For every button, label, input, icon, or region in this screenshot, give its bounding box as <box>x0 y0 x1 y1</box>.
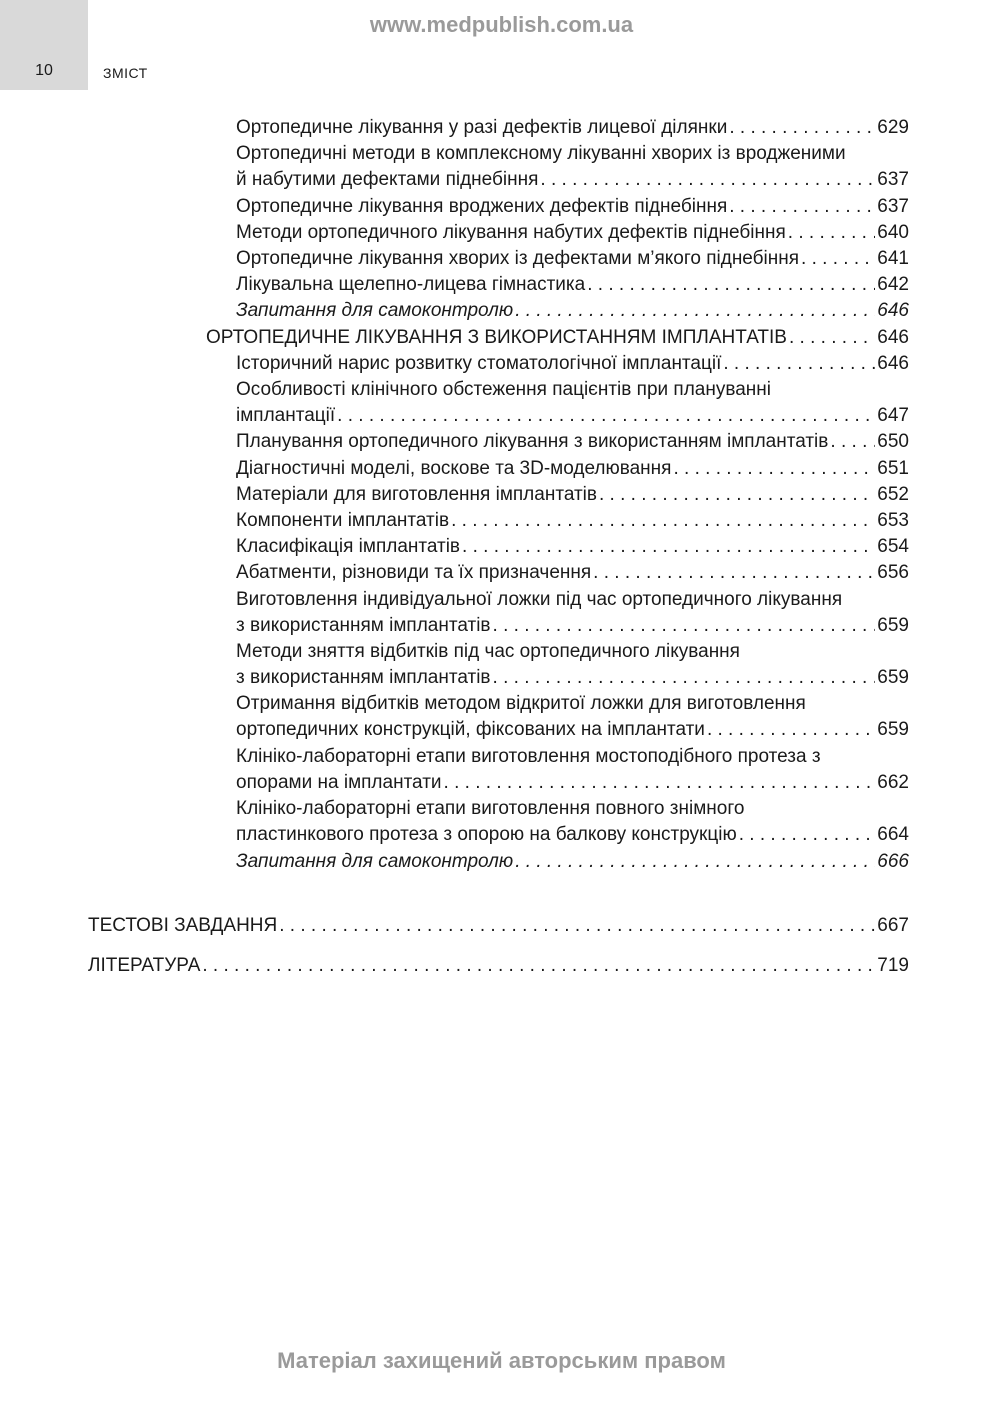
toc-leader-dots <box>729 194 875 220</box>
toc-leader-dots <box>729 115 875 141</box>
toc-page-number: 641 <box>877 248 909 269</box>
toc-entry-line <box>236 639 909 665</box>
toc-entry-title: імплантації <box>236 405 336 426</box>
toc-page-number: 646 <box>877 326 909 348</box>
toc-entry[interactable] <box>236 534 909 560</box>
toc-entry-title: ЛІТЕРАТУРА <box>88 955 201 976</box>
toc-entry-title: Класифікація імплантатів <box>236 536 461 558</box>
toc-entry-title: й набутими дефектами піднебіння <box>236 169 539 191</box>
toc-entry-title: опорами на імплантати <box>236 771 442 793</box>
toc-entry-line <box>236 587 909 613</box>
toc-leader-dots <box>279 913 875 939</box>
toc-entry[interactable] <box>236 639 909 691</box>
toc-entry-title: з використанням імплантатів <box>236 667 491 688</box>
toc-entry-line <box>236 298 909 324</box>
toc-entry[interactable] <box>236 560 909 586</box>
toc-entry-line <box>236 456 909 482</box>
toc-leader-dots <box>789 325 875 351</box>
toc-entry-line <box>236 482 909 508</box>
toc-entry-title: Абатменти, різновиди та їх призначення <box>236 562 592 584</box>
toc-page-number: 647 <box>877 405 909 426</box>
toc-entry[interactable] <box>88 953 909 979</box>
toc-leader-dots <box>801 246 875 272</box>
site-url-watermark: www.medpublish.com.ua <box>369 12 634 37</box>
toc-leader-dots <box>451 508 875 534</box>
toc-entry-title: Запитання для самоконтролю <box>236 850 514 872</box>
toc-entry-title: Лікувальна щелепно-лицева гімнастика <box>236 274 586 296</box>
toc-page-number: 659 <box>877 719 909 741</box>
toc-page-number: 659 <box>877 667 909 688</box>
toc-entry[interactable] <box>236 429 909 455</box>
toc-entry-title: Клініко-лабораторні етапи виготовлення повного знімного <box>236 798 745 820</box>
toc-page-number: 640 <box>877 221 909 243</box>
toc-entry-line <box>236 770 909 796</box>
toc-page-number: 664 <box>877 824 909 846</box>
toc-entry[interactable] <box>236 272 909 298</box>
toc-entry-line <box>236 508 909 534</box>
toc-leader-dots <box>723 351 875 377</box>
toc-entry-title: Запитання для самоконтролю <box>236 300 514 322</box>
toc-entry[interactable] <box>236 115 909 141</box>
toc-entry-line <box>236 534 909 560</box>
toc-entry[interactable] <box>236 849 909 875</box>
toc-entry-line <box>236 194 909 220</box>
section-label: ЗМІСТ <box>103 65 148 81</box>
toc-leader-dots <box>515 298 875 324</box>
toc-entry-title: пластинкового протеза з опорою на балкову конструкцію <box>236 824 737 846</box>
toc-entry[interactable] <box>236 796 909 848</box>
toc-entry-line <box>88 913 909 939</box>
toc-entry-title: Виготовлення індивідуальної ложки під час ортопедичного лікування <box>236 588 843 610</box>
toc-entry[interactable] <box>236 246 909 272</box>
toc-entry-title: Методи ортопедичного лікування набутих дефектів піднебіння <box>236 221 786 243</box>
toc-entry[interactable] <box>236 587 909 639</box>
toc-entry[interactable] <box>236 298 909 324</box>
toc-entry[interactable] <box>236 691 909 743</box>
toc-entry[interactable] <box>236 508 909 534</box>
toc-page-number: 650 <box>877 431 909 453</box>
toc-leader-dots <box>202 953 875 979</box>
toc-entry-title: Історичний нарис розвитку стоматологічної імплантації <box>236 352 722 374</box>
toc-page-number: 629 <box>877 117 909 138</box>
toc-entry-title: Діагностичні моделі, воскове та 3D-моделювання <box>236 457 672 479</box>
toc-leader-dots <box>707 717 875 743</box>
toc-entry-line <box>236 717 909 743</box>
toc-entry-line <box>236 665 909 691</box>
toc-entry[interactable] <box>236 744 909 796</box>
toc-entry[interactable] <box>236 194 909 220</box>
toc-entry-title: ТЕСТОВІ ЗАВДАННЯ <box>88 914 278 936</box>
toc-leader-dots <box>593 560 875 586</box>
toc-page-number: 642 <box>877 274 909 296</box>
toc-entry-title: Ортопедичне лікування хворих із дефектами м’якого піднебіння <box>236 248 800 269</box>
toc-entry-line <box>236 403 909 429</box>
toc-leader-dots <box>739 822 876 848</box>
toc-entry-line <box>236 613 909 639</box>
toc-entry[interactable] <box>236 351 909 377</box>
toc-page-number: 656 <box>877 562 909 584</box>
toc-entry-line <box>236 115 909 141</box>
toc-entry-line <box>236 822 909 848</box>
toc-entry[interactable] <box>236 141 909 193</box>
toc-entry-line <box>88 953 909 979</box>
toc-entry[interactable] <box>236 456 909 482</box>
toc-leader-dots <box>788 220 876 246</box>
toc-entry-line <box>236 351 909 377</box>
toc-entry-line <box>236 560 909 586</box>
toc-entry[interactable] <box>236 377 909 429</box>
toc-entry-title: ортопедичних конструкцій, фіксованих на імплантати <box>236 719 705 741</box>
toc-entry[interactable] <box>88 913 909 939</box>
toc-entry-line <box>236 796 909 822</box>
toc-leader-dots <box>540 167 875 193</box>
toc-entry[interactable] <box>236 220 909 246</box>
toc-page-number: 652 <box>877 483 909 505</box>
toc-leader-dots <box>337 403 875 429</box>
toc-leader-dots <box>444 770 876 796</box>
toc-entry-title: Отримання відбитків методом відкритої ложки для виготовлення <box>236 693 806 715</box>
toc-entry-title: Ортопедичне лікування у разі дефектів лицевої ділянки <box>236 117 728 138</box>
toc-page-number: 637 <box>877 195 909 217</box>
toc-page-number: 653 <box>877 510 909 531</box>
toc-page-number: 646 <box>877 352 909 374</box>
toc-leader-dots <box>462 534 875 560</box>
toc-entry-line <box>236 220 909 246</box>
toc-entry-title: ОРТОПЕДИЧНЕ ЛІКУВАННЯ З ВИКОРИСТАННЯМ ІМПЛАНТАТІВ <box>206 326 787 348</box>
toc-entry-line <box>206 325 909 351</box>
toc-entry-line <box>236 849 909 875</box>
toc-entry-title: Особливості клінічного обстеження пацієнтів при плануванні <box>236 379 771 400</box>
toc-page-number: 719 <box>877 955 909 976</box>
toc-page-number: 662 <box>877 771 909 793</box>
toc-entry-title: Планування ортопедичного лікування з використанням імплантатів <box>236 431 829 453</box>
toc-leader-dots <box>830 429 875 455</box>
toc-page-number: 667 <box>877 914 909 936</box>
toc-leader-dots <box>515 849 875 875</box>
toc-page-number: 646 <box>877 300 909 322</box>
toc-leader-dots <box>587 272 875 298</box>
toc-entry-title: Ортопедичне лікування вроджених дефектів піднебіння <box>236 195 728 217</box>
toc-entry-title: Методи зняття відбитків під час ортопедичного лікування <box>236 641 740 662</box>
toc-entry-line <box>236 377 909 403</box>
toc-entry-line <box>236 744 909 770</box>
toc-leader-dots <box>493 665 876 691</box>
toc-entry-title: Матеріали для виготовлення імплантатів <box>236 483 597 505</box>
toc-leader-dots <box>599 482 875 508</box>
toc-entry-line <box>236 272 909 298</box>
toc-page-number: 659 <box>877 614 909 636</box>
toc-entry-line <box>236 429 909 455</box>
toc-entry-line <box>236 141 909 167</box>
copyright-notice: Матеріал захищений авторським правом <box>277 1348 726 1373</box>
toc-leader-dots <box>493 613 876 639</box>
toc-page-number: 637 <box>877 169 909 191</box>
page-number: 10 <box>35 62 53 79</box>
toc-leader-dots <box>673 456 875 482</box>
toc-entry[interactable] <box>236 482 909 508</box>
toc-entry-title: Компоненти імплантатів <box>236 510 450 531</box>
toc-entry-title: з використанням імплантатів <box>236 614 491 636</box>
toc-page-number: 654 <box>877 536 909 558</box>
toc-entry-line <box>236 167 909 193</box>
toc-entry-title: Ортопедичні методи в комплексному лікуванні хворих із вродженими <box>236 143 846 165</box>
toc-entry[interactable] <box>206 325 909 351</box>
toc-entry-title: Клініко-лабораторні етапи виготовлення мостоподібного протеза з <box>236 745 821 767</box>
toc-entry-line <box>236 246 909 272</box>
toc-page-number: 651 <box>877 457 909 479</box>
toc-entry-line <box>236 691 909 717</box>
toc-page-number: 666 <box>877 850 909 872</box>
